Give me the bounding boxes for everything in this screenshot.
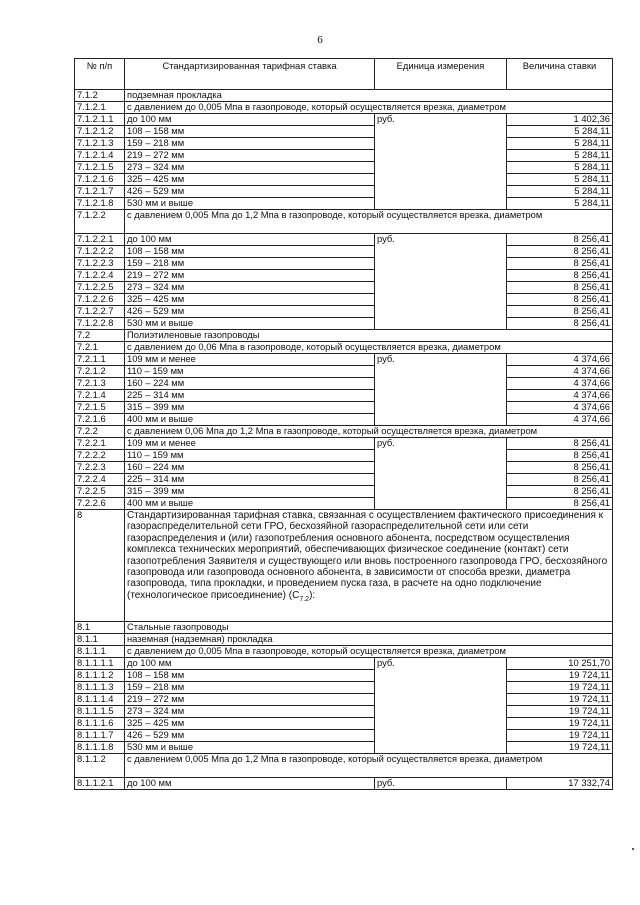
row-description: Полиэтиленовые газопроводы [125, 330, 613, 342]
row-description: 530 мм и выше [125, 198, 375, 210]
table-row [75, 318, 613, 330]
rate-value: 8 256,41 [507, 438, 613, 450]
rate-value: 8 256,41 [507, 462, 613, 474]
rate-value: 8 256,41 [507, 234, 613, 246]
row-number: 7.1.2.2 [75, 210, 125, 234]
rate-value: 4 374,66 [507, 354, 613, 366]
row-number: 7.1.2.2.8 [75, 318, 125, 330]
row-description [125, 510, 613, 622]
header-number: № п/п [75, 59, 125, 90]
rate-value: 19 724,11 [507, 682, 613, 694]
rate-value: 5 284,11 [507, 150, 613, 162]
row-number: 8.1.1.1.3 [75, 682, 125, 694]
row-number: 7.2.2.6 [75, 498, 125, 510]
rate-value: 8 256,41 [507, 498, 613, 510]
rate-value: 19 724,11 [507, 706, 613, 718]
row-number: 7.1.2.2.3 [75, 258, 125, 270]
tariff-table [74, 58, 613, 790]
rate-value: 17 332,74 [507, 778, 613, 790]
row-description: 315 – 399 мм [125, 486, 375, 498]
table-row [75, 778, 613, 790]
row-description: 159 – 218 мм [125, 258, 375, 270]
row-number: 7.1.2.2.1 [75, 234, 125, 246]
row-number: 8.1.1.2.1 [75, 778, 125, 790]
table-row [75, 198, 613, 210]
table-row [75, 366, 613, 378]
table-body [75, 90, 613, 790]
row-number: 7.1.2.2.6 [75, 294, 125, 306]
table-row [75, 486, 613, 498]
table-row [75, 114, 613, 126]
row-number: 8.1.1.1.7 [75, 730, 125, 742]
table-row [75, 730, 613, 742]
row-description: 530 мм и выше [125, 742, 375, 754]
table-row [75, 234, 613, 246]
table-row [75, 282, 613, 294]
table-header-row [75, 59, 613, 90]
rate-value: 8 256,41 [507, 318, 613, 330]
rate-value: 19 724,11 [507, 718, 613, 730]
row-description: с давлением до 0,06 Мпа в газопроводе, который осуществляется врезка, диаметром [125, 342, 613, 354]
row-number: 8.1.1.1.4 [75, 694, 125, 706]
rate-value: 8 256,41 [507, 306, 613, 318]
row-description: 219 – 272 мм [125, 694, 375, 706]
unit-cell: руб. [375, 658, 507, 754]
row-number: 7.2.1.5 [75, 402, 125, 414]
table-row [75, 646, 613, 658]
table-row [75, 402, 613, 414]
row-description: до 100 мм [125, 658, 375, 670]
row-number: 7.1.2.1.1 [75, 114, 125, 126]
table-row [75, 126, 613, 138]
row-description: с давлением 0,06 Мпа до 1,2 Мпа в газопроводе, который осуществляется врезка, диаметром [125, 426, 613, 438]
row-description: 426 – 529 мм [125, 730, 375, 742]
row-description: 325 – 425 мм [125, 718, 375, 730]
rate-value: 19 724,11 [507, 670, 613, 682]
row-number: 7.1.2.1.2 [75, 126, 125, 138]
rate-value: 5 284,11 [507, 198, 613, 210]
table-row [75, 474, 613, 486]
row-number: 8.1.1.1.1 [75, 658, 125, 670]
row-number: 7.1.2.1.8 [75, 198, 125, 210]
row-description: 225 – 314 мм [125, 390, 375, 402]
header-rate: Стандартизированная тарифная ставка [125, 59, 375, 90]
table-row [75, 498, 613, 510]
row-number: 7.2.2.2 [75, 450, 125, 462]
table-row [75, 694, 613, 706]
row-number: 7.1.2.1.6 [75, 174, 125, 186]
row-description: 273 – 324 мм [125, 706, 375, 718]
row-number: 7.2.1.4 [75, 390, 125, 402]
row-description: с давлением 0,005 Мпа до 1,2 Мпа в газопроводе, который осуществляется врезка, диаметром [125, 754, 613, 778]
row-description: 219 – 272 мм [125, 150, 375, 162]
row-number: 7.2.1.3 [75, 378, 125, 390]
row-number: 8.1.1.1 [75, 646, 125, 658]
row-description: с давлением до 0,005 Мпа в газопроводе, который осуществляется врезка, диаметром [125, 102, 613, 114]
row-description: 109 мм и менее [125, 354, 375, 366]
table-row [75, 682, 613, 694]
rate-value: 4 374,66 [507, 390, 613, 402]
rate-value: 19 724,11 [507, 742, 613, 754]
row-number: 7.2.2 [75, 426, 125, 438]
rate-value: 8 256,41 [507, 474, 613, 486]
rate-value: 8 256,41 [507, 282, 613, 294]
row-number: 7.1.2.1.3 [75, 138, 125, 150]
table-row [75, 174, 613, 186]
table-row [75, 162, 613, 174]
unit-cell: руб. [375, 438, 507, 510]
table-row [75, 378, 613, 390]
row-number: 7.2 [75, 330, 125, 342]
rate-value: 8 256,41 [507, 450, 613, 462]
table-row [75, 294, 613, 306]
row-description: с давлением 0,005 Мпа до 1,2 Мпа в газопроводе, который осуществляется врезка, диаметром [125, 210, 613, 234]
table-row [75, 306, 613, 318]
rate-value: 4 374,66 [507, 366, 613, 378]
table-row [75, 438, 613, 450]
table-row [75, 754, 613, 778]
row-number: 7.1.2.2.5 [75, 282, 125, 294]
header-value: Величина ставки [507, 59, 613, 90]
row-description: до 100 мм [125, 778, 375, 790]
table-row [75, 670, 613, 682]
unit-cell: руб. [375, 234, 507, 330]
header-unit: Единица измерения [375, 59, 507, 90]
row-number: 8.1 [75, 622, 125, 634]
unit-cell: руб. [375, 778, 507, 790]
row-number: 7.2.2.3 [75, 462, 125, 474]
rate-value: 5 284,11 [507, 174, 613, 186]
row-description: наземная (надземная) прокладка [125, 634, 613, 646]
table-row [75, 330, 613, 342]
table-row [75, 718, 613, 730]
row-description: 109 мм и менее [125, 438, 375, 450]
table-row [75, 510, 613, 622]
table-row [75, 138, 613, 150]
row-number: 7.2.1.2 [75, 366, 125, 378]
rate-value: 19 724,11 [507, 730, 613, 742]
row-number: 7.1.2.2.7 [75, 306, 125, 318]
table-row [75, 258, 613, 270]
row-description: 108 – 158 мм [125, 670, 375, 682]
table-row [75, 354, 613, 366]
rate-value: 8 256,41 [507, 258, 613, 270]
row-number: 7.1.2.1.7 [75, 186, 125, 198]
table-row [75, 186, 613, 198]
rate-value: 10 251,70 [507, 658, 613, 670]
table-row [75, 390, 613, 402]
table-row [75, 634, 613, 646]
row-description-text: Стандартизированная тарифная ставка, связанная с осуществлением фактического присоединения к газораспределительной сети ГРО, бесхозяйной газораспределительной сети или сети газораспределения и (или) газопотребления основного абонента, посредством осуществления комплекса технических мероприятий, обеспечивающих физическое соединение (контакт) сети газопотребления Заявителя и существующего или вновь построенного газопровода ГРО, бесхозяйного газопровода или газопровода основного абонента, в зависимости от способа врезки, диаметра газопровода, типа прокладки, и проведением пуска газа, в расчете на одно подключение (технологическое присоединение) (С [127, 510, 608, 601]
row-description: 325 – 425 мм [125, 294, 375, 306]
rate-value: 5 284,11 [507, 162, 613, 174]
unit-cell: руб. [375, 354, 507, 426]
row-description: 325 – 425 мм [125, 174, 375, 186]
table-row [75, 210, 613, 234]
scan-artifact [632, 848, 634, 850]
row-description: 159 – 218 мм [125, 682, 375, 694]
rate-value: 4 374,66 [507, 378, 613, 390]
table-row [75, 90, 613, 102]
row-number: 7.1.2.1 [75, 102, 125, 114]
row-number: 7.2.2.5 [75, 486, 125, 498]
row-description-subscript: 7.2 [299, 595, 310, 603]
table-row [75, 150, 613, 162]
rate-value: 8 256,41 [507, 246, 613, 258]
row-number: 7.1.2.1.4 [75, 150, 125, 162]
row-number: 7.2.2.1 [75, 438, 125, 450]
row-description: 400 мм и выше [125, 498, 375, 510]
rate-value: 5 284,11 [507, 186, 613, 198]
row-description: Стальные газопроводы [125, 622, 613, 634]
table-row [75, 462, 613, 474]
row-number: 8.1.1.1.2 [75, 670, 125, 682]
rate-value: 4 374,66 [507, 414, 613, 426]
table-row [75, 102, 613, 114]
table-row [75, 658, 613, 670]
row-description: с давлением до 0,005 Мпа в газопроводе, который осуществляется врезка, диаметром [125, 646, 613, 658]
rate-value: 5 284,11 [507, 126, 613, 138]
row-description: 315 – 399 мм [125, 402, 375, 414]
row-number: 7.2.1.1 [75, 354, 125, 366]
row-description: подземная прокладка [125, 90, 613, 102]
page-number: 6 [317, 34, 323, 46]
table-row [75, 342, 613, 354]
row-number: 7.1.2.1.5 [75, 162, 125, 174]
row-description: 426 – 529 мм [125, 186, 375, 198]
row-description: 225 – 314 мм [125, 474, 375, 486]
row-number: 7.1.2.2.2 [75, 246, 125, 258]
table-row [75, 426, 613, 438]
table-row [75, 742, 613, 754]
row-number: 8 [75, 510, 125, 622]
table-row [75, 246, 613, 258]
row-description: 110 – 159 мм [125, 450, 375, 462]
table-row [75, 706, 613, 718]
row-description: 273 – 324 мм [125, 282, 375, 294]
row-number: 7.2.2.4 [75, 474, 125, 486]
row-description: 160 – 224 мм [125, 378, 375, 390]
rate-value: 8 256,41 [507, 486, 613, 498]
row-description: 159 – 218 мм [125, 138, 375, 150]
row-number: 7.1.2.2.4 [75, 270, 125, 282]
row-number: 8.1.1 [75, 634, 125, 646]
row-description: 426 – 529 мм [125, 306, 375, 318]
rate-value: 4 374,66 [507, 402, 613, 414]
row-description: 108 – 158 мм [125, 126, 375, 138]
rate-value: 8 256,41 [507, 294, 613, 306]
row-number: 7.2.1.6 [75, 414, 125, 426]
table-row [75, 450, 613, 462]
rate-value: 1 402,36 [507, 114, 613, 126]
row-description: 219 – 272 мм [125, 270, 375, 282]
rate-value: 8 256,41 [507, 270, 613, 282]
table-row [75, 414, 613, 426]
row-number: 8.1.1.2 [75, 754, 125, 778]
row-number: 8.1.1.1.5 [75, 706, 125, 718]
row-description: 160 – 224 мм [125, 462, 375, 474]
row-description: 110 – 159 мм [125, 366, 375, 378]
row-number: 8.1.1.1.8 [75, 742, 125, 754]
row-description: 530 мм и выше [125, 318, 375, 330]
row-number: 7.1.2 [75, 90, 125, 102]
row-description: 108 – 158 мм [125, 246, 375, 258]
row-description: 273 – 324 мм [125, 162, 375, 174]
table-row [75, 270, 613, 282]
table-row [75, 622, 613, 634]
row-description: до 100 мм [125, 114, 375, 126]
row-description: 400 мм и выше [125, 414, 375, 426]
unit-cell: руб. [375, 114, 507, 210]
row-description-tail: ): [309, 589, 316, 601]
row-description: до 100 мм [125, 234, 375, 246]
rate-value: 19 724,11 [507, 694, 613, 706]
row-number: 7.2.1 [75, 342, 125, 354]
rate-value: 5 284,11 [507, 138, 613, 150]
row-number: 8.1.1.1.6 [75, 718, 125, 730]
